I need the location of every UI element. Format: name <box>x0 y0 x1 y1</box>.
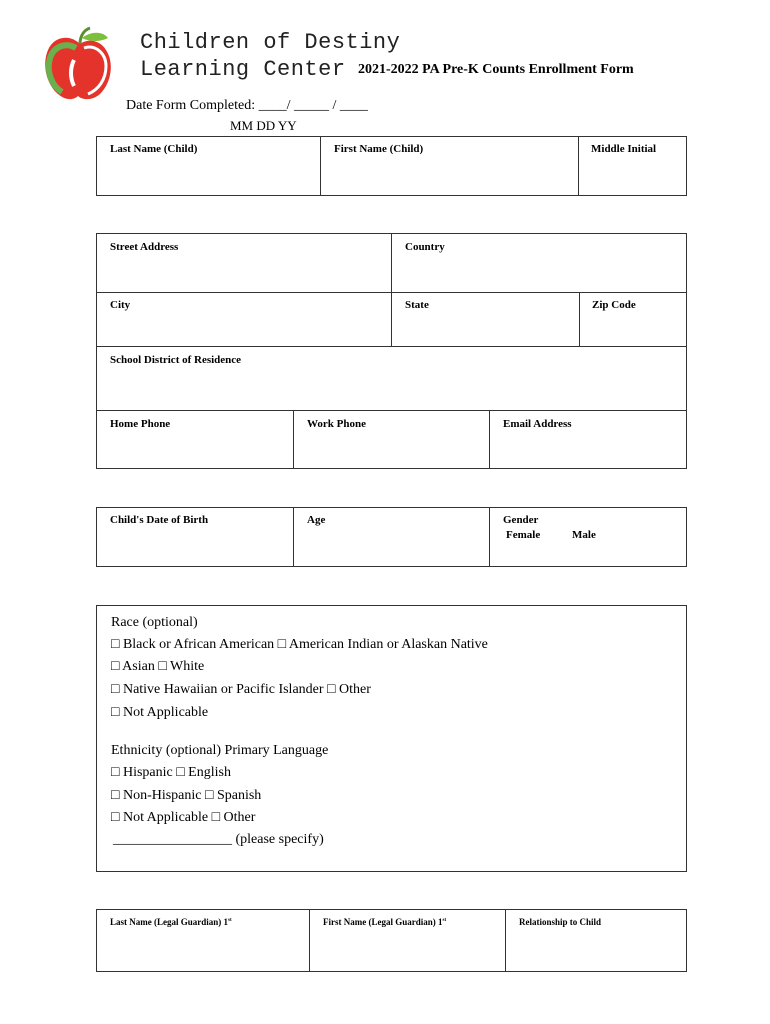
ethnicity-options-line1[interactable]: □ Hispanic □ English <box>111 765 231 780</box>
date-form-completed[interactable]: Date Form Completed: ____/ _____ / ____ <box>126 98 368 113</box>
form-title: 2021-2022 PA Pre-K Counts Enrollment Form <box>358 62 634 77</box>
gender-male-option[interactable]: Male <box>572 529 596 541</box>
race-options-line1[interactable]: □ Black or African American □ American Indian or Alaskan Native <box>111 637 488 652</box>
ethnicity-options-line3[interactable]: □ Not Applicable □ Other <box>111 810 256 825</box>
home-phone-field[interactable]: Home Phone <box>110 418 171 430</box>
state-field[interactable]: State <box>405 299 429 311</box>
ethnicity-options-line2[interactable]: □ Non-Hispanic □ Spanish <box>111 788 262 803</box>
last-name-child-field[interactable]: Last Name (Child) <box>110 143 198 155</box>
zip-code-field[interactable]: Zip Code <box>592 299 636 311</box>
work-phone-field[interactable]: Work Phone <box>307 418 366 430</box>
gender-label: Gender <box>503 514 539 526</box>
date-of-birth-field[interactable]: Child's Date of Birth <box>110 514 209 526</box>
date-format-label: MM DD YY <box>230 118 297 133</box>
last-name-guardian-field[interactable]: Last Name (Legal Guardian) 1st <box>110 917 232 927</box>
child-name-section <box>96 136 687 196</box>
first-name-child-field[interactable]: First Name (Child) <box>334 143 424 155</box>
race-title: Race (optional) <box>111 615 198 630</box>
birth-section <box>96 507 687 567</box>
email-address-field[interactable]: Email Address <box>503 418 572 430</box>
middle-initial-field[interactable]: Middle Initial <box>591 143 657 155</box>
org-name-line2: Learning Center <box>140 57 346 82</box>
country-field[interactable]: Country <box>405 241 445 253</box>
race-options-line2[interactable]: □ Asian □ White <box>111 659 205 674</box>
city-field[interactable]: City <box>110 299 131 311</box>
gender-female-option[interactable]: Female <box>506 529 541 541</box>
race-ethnicity-section <box>96 605 687 872</box>
school-district-field[interactable]: School District of Residence <box>110 354 242 366</box>
race-options-line3[interactable]: □ Native Hawaiian or Pacific Islander □ Other <box>111 682 371 697</box>
apple-logo-icon <box>40 26 116 104</box>
street-address-field[interactable]: Street Address <box>110 241 179 253</box>
other-specify-field[interactable]: _________________ (please specify) <box>113 832 324 847</box>
address-section <box>96 233 687 469</box>
race-options-line4[interactable]: □ Not Applicable <box>111 705 209 720</box>
age-field[interactable]: Age <box>307 514 326 526</box>
relationship-to-child-field[interactable]: Relationship to Child <box>519 917 602 927</box>
org-name-line1: Children of Destiny <box>140 30 401 55</box>
guardian-section <box>96 909 687 972</box>
first-name-guardian-field[interactable]: First Name (Legal Guardian) 1st <box>323 917 447 927</box>
ethnicity-title: Ethnicity (optional) Primary Language <box>111 743 329 758</box>
